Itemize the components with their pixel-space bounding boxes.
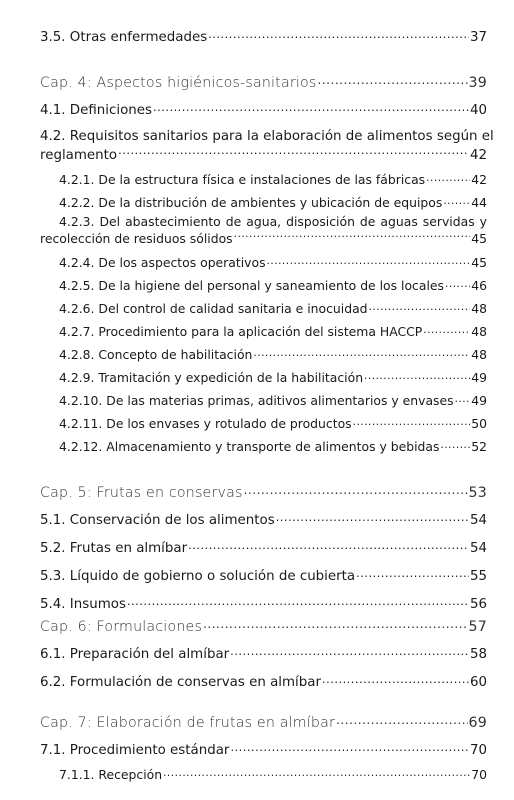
toc-subentry	[59, 278, 487, 293]
toc-entry-title: 4.2.11. De los envases y rotulado de productos	[59, 416, 352, 432]
toc-subentry	[59, 767, 487, 782]
toc-entry-title: Cap. 4: Aspectos higiénicos-sanitarios	[40, 75, 317, 92]
leader-dots	[267, 255, 471, 267]
toc-entry-page: 60	[469, 675, 487, 691]
toc-entry-page: 70	[469, 743, 487, 759]
toc-entry-page: 48	[471, 324, 487, 340]
toc-entry-title: Cap. 5: Frutas en conservas	[40, 485, 243, 502]
toc-entry-page: 50	[471, 416, 487, 432]
toc-entry	[40, 567, 487, 584]
toc-entry-page: 53	[468, 485, 487, 502]
toc-entry-page: 58	[469, 647, 487, 663]
toc-entry-page: 46	[471, 278, 487, 294]
toc-subentry	[59, 439, 487, 454]
leader-dots	[322, 673, 469, 686]
toc-entry	[40, 673, 487, 690]
leader-dots	[208, 28, 469, 41]
toc-entry	[40, 128, 494, 165]
leader-dots	[440, 439, 470, 451]
toc-entry-page: 55	[469, 569, 487, 585]
leader-dots	[455, 393, 471, 405]
toc-entry-title: 4.2.6. Del control de calidad sanitaria e inocuidad	[59, 301, 368, 317]
toc-entry-page: 54	[469, 541, 487, 557]
toc-subentry	[59, 347, 487, 362]
toc-subentry	[59, 324, 487, 339]
leader-dots	[244, 483, 468, 497]
leader-dots	[336, 713, 467, 727]
leader-dots	[443, 195, 470, 207]
toc-subentry	[59, 172, 487, 187]
toc-entry-title: 5.1. Conservación de los alimentos	[40, 513, 275, 529]
toc-subentry	[40, 213, 487, 247]
leader-dots	[445, 278, 470, 290]
toc-entry-page: 40	[469, 103, 487, 119]
toc-entry-title: 4.2. Requisitos sanitarios para la elaboración de alimentos según el	[40, 129, 494, 144]
toc-entry-title: 4.2.5. De la higiene del personal y saneamiento de los locales	[59, 278, 444, 294]
leader-dots	[369, 301, 471, 313]
toc-entry-title: 7.1.1. Recepción	[59, 767, 163, 783]
toc-entry-title: 4.2.1. De la estructura física e instalaciones de las fábricas	[59, 172, 426, 188]
toc-entry-title: 6.2. Formulación de conservas en almíbar	[40, 675, 321, 691]
leader-dots	[353, 416, 471, 428]
toc-entry-page: 42	[469, 148, 487, 164]
toc-entry-page: 70	[471, 767, 487, 783]
toc-entry-page: 48	[471, 301, 487, 317]
toc-entry-title: 4.1. Definiciones	[40, 103, 152, 119]
toc-entry	[40, 645, 487, 662]
leader-dots	[188, 539, 469, 552]
toc-entry	[40, 28, 487, 45]
toc-entry-title: 4.2.12. Almacenamiento y transporte de alimentos y bebidas	[59, 439, 440, 455]
toc-entry-page: 44	[471, 195, 487, 211]
toc-entry	[40, 511, 487, 528]
toc-entry-title: 4.2.9. Tramitación y expedición de la habilitación	[59, 370, 364, 386]
leader-dots	[423, 324, 470, 336]
toc-entry	[40, 741, 487, 758]
toc-entry-title-continued: recolección de residuos sólidos	[40, 231, 233, 246]
toc-chapter-heading	[40, 73, 487, 91]
leader-dots	[127, 595, 469, 608]
leader-dots	[356, 567, 469, 580]
toc-entry-title: 5.3. Líquido de gobierno o solución de cubierta	[40, 569, 356, 585]
toc-entry-title: 5.4. Insumos	[40, 597, 126, 613]
toc-entry-page: 54	[469, 513, 487, 529]
toc-entry	[40, 539, 487, 556]
toc-entry-page: 45	[471, 231, 487, 246]
leader-dots	[317, 73, 467, 87]
toc-entry-page: 52	[471, 439, 487, 455]
toc-entry-title: 4.2.10. De las materias primas, aditivos alimentarios y envases	[59, 393, 454, 409]
toc-entry-page: 49	[471, 370, 487, 386]
leader-dots	[364, 370, 470, 382]
toc-chapter-heading	[40, 617, 487, 635]
toc-entry-title: 7.1. Procedimiento estándar	[40, 743, 230, 759]
toc-entry-title: 5.2. Frutas en almíbar	[40, 541, 188, 557]
toc-entry-page: 56	[469, 597, 487, 613]
toc-entry	[40, 101, 487, 118]
leader-dots	[234, 231, 471, 243]
leader-dots	[276, 511, 469, 524]
toc-subentry	[59, 393, 487, 408]
toc-entry-title: 4.2.7. Procedimiento para la aplicación del sistema HACCP	[59, 324, 423, 340]
toc-entry-title: 6.1. Preparación del almíbar	[40, 647, 230, 663]
toc-entry-title: Cap. 6: Formulaciones	[40, 619, 203, 636]
toc-subentry	[59, 195, 487, 210]
toc-entry-title: 4.2.4. De los aspectos operativos	[59, 255, 266, 271]
toc-entry-page: 69	[468, 715, 487, 732]
toc-entry-page: 39	[468, 75, 487, 92]
toc-chapter-heading	[40, 483, 487, 501]
toc-entry-title: 4.2.2. De la distribución de ambientes y ubicación de equipos	[59, 195, 443, 211]
toc-subentry	[59, 255, 487, 270]
toc-entry-title: 4.2.8. Concepto de habilitación	[59, 347, 253, 363]
toc-entry-title-continued: reglamento	[40, 148, 118, 164]
leader-dots	[163, 767, 470, 779]
toc-chapter-heading	[40, 713, 487, 731]
leader-dots	[230, 741, 469, 754]
toc-entry-page: 45	[471, 255, 487, 271]
toc-entry-page: 48	[471, 347, 487, 363]
toc-entry	[40, 595, 487, 612]
leader-dots	[153, 101, 469, 114]
toc-entry-title: Cap. 7: Elaboración de frutas en almíbar	[40, 715, 336, 732]
toc-subentry	[59, 370, 487, 385]
toc-entry-title: 4.2.3. Del abastecimiento de agua, disposición de aguas servidas y	[59, 214, 487, 229]
toc-entry-title: 3.5. Otras enfermedades	[40, 30, 208, 46]
toc-entry-page: 57	[468, 619, 487, 636]
toc-entry-page: 42	[471, 172, 487, 188]
toc-subentry	[59, 301, 487, 316]
leader-dots	[230, 645, 469, 658]
leader-dots	[426, 172, 470, 184]
leader-dots	[118, 146, 469, 159]
leader-dots	[203, 617, 468, 631]
toc-entry-page: 49	[471, 393, 487, 409]
leader-dots	[253, 347, 470, 359]
toc-subentry	[59, 416, 487, 431]
toc-entry-page: 37	[469, 30, 487, 46]
